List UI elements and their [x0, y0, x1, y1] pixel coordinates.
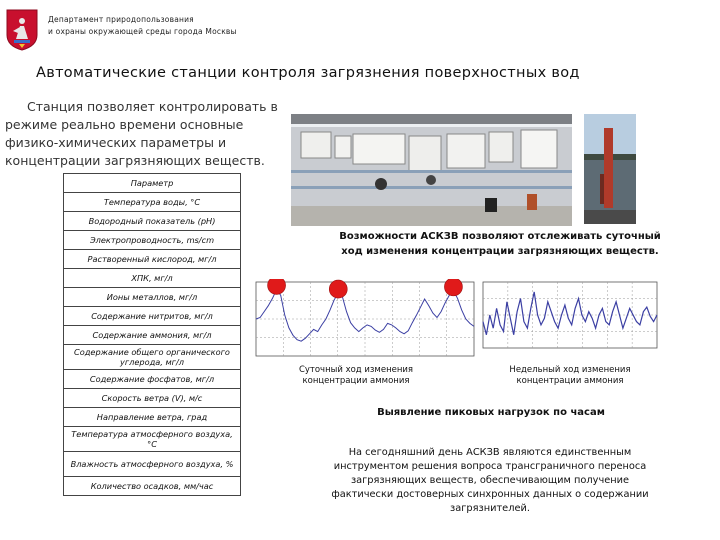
parameters-table: [63, 173, 241, 496]
chart-peak-marker: [329, 280, 347, 298]
parameter-cell: Скорость ветра (V), м/с: [64, 389, 241, 408]
weekly-ammonium-chart: [479, 279, 659, 353]
parameter-cell: Влажность атмосферного воздуха, %: [64, 452, 241, 477]
parameter-row: [64, 389, 241, 408]
weekly-chart-caption: Недельный ход изменения концентрации аммония: [509, 365, 631, 386]
capabilities-caption: Возможности АСКЗВ позволяют отслеживать суточный ход изменения концентрации загрязняющих веществ.: [339, 231, 661, 257]
station-equipment-photo: [291, 114, 572, 226]
chart-peak-marker: [444, 279, 462, 296]
parameter-cell: Количество осадков, мм/час: [64, 477, 241, 496]
parameter-row: [64, 193, 241, 212]
daily-ammonium-chart: [248, 279, 476, 362]
moscow-coat-of-arms-icon: [6, 9, 38, 51]
intro-paragraph: Станция позволяет контролировать в режиме реально времени основные физико-химических параметры и концентрации загрязняющих веществ.: [5, 99, 278, 168]
parameter-cell: Ионы металлов, мг/л: [64, 288, 241, 307]
parameter-cell: Температура воды, °С: [64, 193, 241, 212]
parameter-cell: Растворенный кислород, мг/л: [64, 250, 241, 269]
parameters-table-header: Параметр: [64, 174, 241, 193]
conclusion-paragraph: На сегодняшний день АСКЗВ являются единственным инструментом решения вопроса трансграничного переноса загрязняющих веществ, обеспечивающим получение фактически достоверных синхронных данных о содержании загрязнителей.: [331, 447, 649, 514]
parameter-row: [64, 408, 241, 427]
parameter-cell: Температура атмосферного воздуха, °С: [64, 427, 241, 452]
parameter-row: [64, 477, 241, 496]
parameter-cell: Содержание аммония, мг/л: [64, 326, 241, 345]
chart-peak-marker: [268, 279, 286, 294]
parameter-row: [64, 250, 241, 269]
department-name: [48, 14, 237, 38]
parameter-row: [64, 288, 241, 307]
parameter-row: [64, 427, 241, 452]
parameter-row: [64, 452, 241, 477]
parameter-cell: Водородный показатель (pH): [64, 212, 241, 231]
parameter-row: [64, 269, 241, 288]
parameter-cell: ХПК, мг/л: [64, 269, 241, 288]
parameter-row: [64, 307, 241, 326]
river-station-photo: [584, 114, 636, 224]
department-line-2: и охраны окружающей среды города Москвы: [48, 27, 237, 36]
daily-chart-caption: Суточный ход изменения концентрации аммония: [298, 365, 414, 386]
parameter-cell: Содержание общего органического углерода, мг/л: [64, 345, 241, 370]
peak-loads-caption: Выявление пиковых нагрузок по часам: [377, 407, 605, 418]
parameter-cell: Электропроводность, ms/cm: [64, 231, 241, 250]
department-line-1: Департамент природопользования: [48, 15, 194, 24]
parameter-cell: Содержание фосфатов, мг/л: [64, 370, 241, 389]
parameter-row: [64, 370, 241, 389]
parameter-cell: Содержание нитритов, мг/л: [64, 307, 241, 326]
parameter-row: [64, 231, 241, 250]
page-title: Автоматические станции контроля загрязнения поверхностных вод: [36, 65, 580, 81]
parameters-table-header-row: [64, 174, 241, 193]
parameter-row: [64, 212, 241, 231]
parameter-cell: Направление ветра, град: [64, 408, 241, 427]
parameter-row: [64, 345, 241, 370]
parameter-row: [64, 326, 241, 345]
